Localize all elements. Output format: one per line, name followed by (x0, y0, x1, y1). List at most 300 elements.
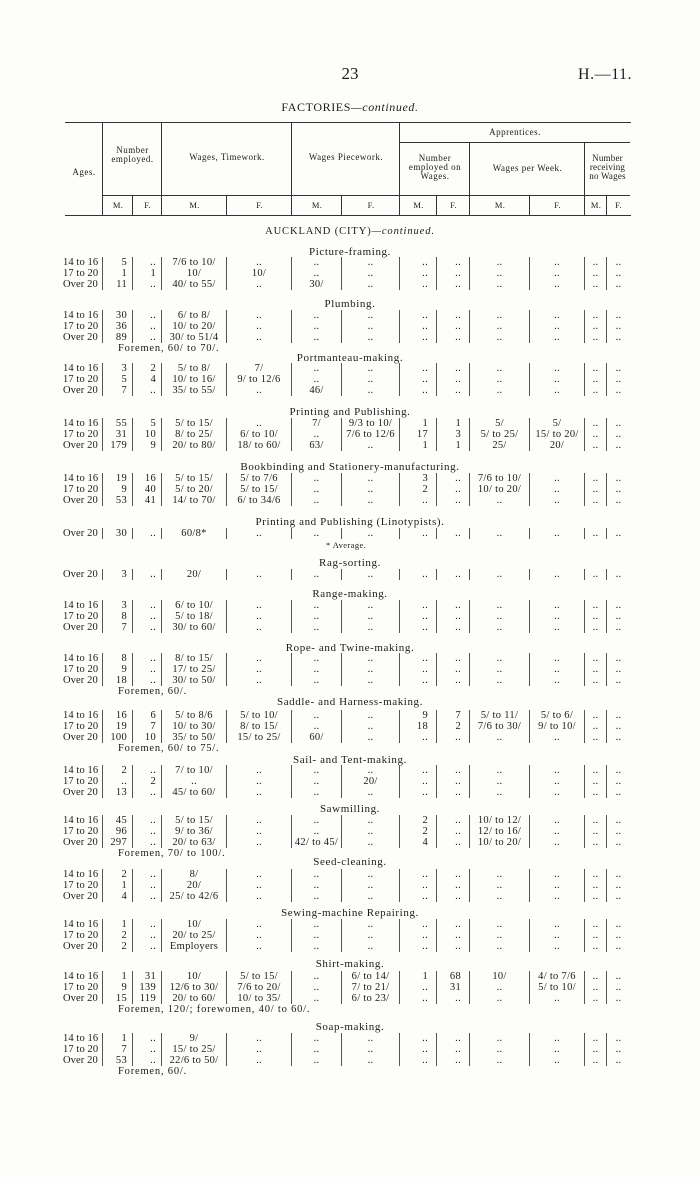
cell-apprentices-no-wages-female: .. (615, 675, 622, 686)
cell-employed-male: 2 (103, 941, 133, 952)
header-apprentices-no-wages-line: no Wages (589, 170, 626, 181)
cell-apprentices-wages-male: .. (470, 268, 530, 279)
cell-apprentices-employed-male: 1 (400, 971, 437, 982)
cell-piecework-female: 6/ to 14/ (342, 971, 400, 982)
cell-employed-female: 40 (133, 484, 162, 495)
cell-apprentices-no-wages-female: .. (615, 569, 622, 580)
cell-apprentices-employed-female: .. (437, 1044, 470, 1055)
cell-ages: 14 to 16 (62, 418, 103, 429)
cell-employed-female: .. (133, 941, 162, 952)
cell-piecework-female: .. (342, 528, 400, 539)
cell-apprentices-employed-male: 4 (400, 837, 437, 848)
cell-apprentices-wages-male: .. (470, 528, 530, 539)
cell-apprentices-wages-female: .. (530, 268, 585, 279)
cell-ages: 14 to 16 (62, 653, 103, 664)
cell-piecework-female: .. (342, 732, 400, 743)
table-row (62, 982, 630, 993)
trade-title: Bookbinding and Stationery-manufacturing. (240, 460, 460, 473)
cell-ages: 17 to 20 (62, 611, 103, 622)
cell-apprentices-wages-male: 10/ to 20/ (470, 484, 530, 495)
cell-timework-female: .. (227, 675, 292, 686)
section-note: Foremen, 60/ to 70/. (118, 343, 220, 354)
cell-ages: 17 to 20 (62, 321, 103, 332)
cell-employed-male: 1 (103, 971, 133, 982)
cell-apprentices-wages-female: .. (530, 495, 585, 506)
cell-employed-male: 2 (103, 869, 133, 880)
cell-timework-male: 30/ to 60/ (162, 622, 227, 633)
table-row (62, 473, 630, 484)
cell-timework-male: 40/ to 55/ (162, 279, 227, 290)
cell-apprentices-employed-female: .. (437, 837, 470, 848)
cell-apprentices-employed-female: .. (437, 1055, 470, 1066)
cell-apprentices-wages-female: .. (530, 1033, 585, 1044)
cell-timework-male: 5/ to 18/ (162, 611, 227, 622)
cell-apprentices-employed-male: .. (400, 1055, 437, 1066)
cell-apprentices-employed-male: .. (400, 363, 437, 374)
cell-apprentices-employed-male: 9 (400, 710, 437, 721)
cell-piecework-female: .. (342, 1033, 400, 1044)
table-row (62, 869, 630, 880)
cell-timework-male: 60/8* (162, 528, 227, 539)
cell-apprentices-wages-male: .. (470, 653, 530, 664)
trade-title: Shirt-making. (315, 957, 385, 970)
cell-apprentices-wages-female: .. (530, 332, 585, 343)
cell-apprentices-wages-male: .. (470, 310, 530, 321)
cell-employed-male: 45 (103, 815, 133, 826)
cell-apprentices-wages-male: .. (470, 374, 530, 385)
cell-apprentices-wages-male: 10/ to 20/ (470, 837, 530, 848)
cell-employed-female: .. (133, 321, 162, 332)
table-row (62, 257, 630, 268)
cell-timework-male: 5/ to 20/ (162, 484, 227, 495)
cell-apprentices-employed-male: .. (400, 385, 437, 396)
table-row (62, 611, 630, 622)
cell-piecework-female: 7/6 to 12/6 (342, 429, 400, 440)
cell-employed-female: 2 (133, 363, 162, 374)
cell-apprentices-employed-male: .. (400, 569, 437, 580)
cell-ages: 14 to 16 (62, 310, 103, 321)
cell-piecework-male: .. (292, 776, 342, 787)
cell-apprentices-no-wages-female: .. (615, 268, 622, 279)
cell-piecework-male: .. (292, 919, 342, 930)
cell-timework-female: .. (227, 880, 292, 891)
cell-employed-female: .. (133, 891, 162, 902)
cell-piecework-female: .. (342, 930, 400, 941)
cell-piecework-female: .. (342, 1044, 400, 1055)
cell-timework-male: 8/ (162, 869, 227, 880)
cell-timework-male: 8/ to 25/ (162, 429, 227, 440)
cell-apprentices-no-wages-female: .. (615, 930, 622, 941)
cell-timework-female: .. (227, 664, 292, 675)
cell-apprentices-wages-male: .. (470, 930, 530, 941)
cell-employed-female: 10 (133, 732, 162, 743)
cell-employed-male: 5 (103, 374, 133, 385)
cell-apprentices-employed-male: .. (400, 1044, 437, 1055)
cell-apprentices-no-wages-male: .. (585, 765, 607, 776)
cell-piecework-male: .. (292, 826, 342, 837)
trade-title: Portmanteau-making. (296, 351, 404, 364)
cell-timework-male: 30/ to 50/ (162, 675, 227, 686)
cell-employed-female: 119 (133, 993, 162, 1004)
cell-apprentices-no-wages-male: .. (585, 710, 607, 721)
cell-apprentices-wages-male: .. (470, 622, 530, 633)
cell-timework-female: .. (227, 528, 292, 539)
cell-apprentices-wages-male: 10/ (470, 971, 530, 982)
table-row (62, 993, 630, 1004)
cell-piecework-female: .. (342, 941, 400, 952)
cell-apprentices-wages-male: .. (470, 363, 530, 374)
cell-ages: 14 to 16 (62, 815, 103, 826)
cell-employed-female: .. (133, 569, 162, 580)
cell-piecework-female: .. (342, 569, 400, 580)
cell-apprentices-no-wages-male: .. (585, 321, 607, 332)
cell-piecework-female: .. (342, 363, 400, 374)
cell-timework-male: 10/ to 20/ (162, 321, 227, 332)
cell-piecework-female: .. (342, 257, 400, 268)
page-number: 23 (341, 64, 359, 83)
table-row (62, 418, 630, 429)
cell-ages: Over 20 (62, 622, 103, 633)
table-rule (65, 215, 631, 216)
cell-timework-female: .. (227, 826, 292, 837)
cell-ages: Over 20 (62, 732, 103, 743)
cell-employed-male: 7 (103, 385, 133, 396)
cell-timework-male: 5/ to 8/ (162, 363, 227, 374)
cell-employed-female: 16 (133, 473, 162, 484)
cell-piecework-male: .. (292, 268, 342, 279)
cell-apprentices-no-wages-female: .. (615, 1044, 622, 1055)
cell-apprentices-wages-female: .. (530, 930, 585, 941)
table-row (62, 721, 630, 732)
cell-apprentices-no-wages-male: .. (585, 930, 607, 941)
header-apprentices-no-wages (585, 142, 630, 192)
cell-apprentices-employed-female: .. (437, 815, 470, 826)
cell-apprentices-wages-male: 5/ to 25/ (470, 429, 530, 440)
cell-timework-male: 20/ to 80/ (162, 440, 227, 451)
cell-apprentices-no-wages-female: .. (615, 600, 622, 611)
cell-piecework-female: .. (342, 473, 400, 484)
section-note: Foremen, 60/ to 75/. (118, 743, 220, 754)
report-reference: H.—11. (578, 66, 632, 83)
cell-piecework-male: .. (292, 1044, 342, 1055)
cell-piecework-male: .. (292, 310, 342, 321)
cell-apprentices-wages-male: 12/ to 16/ (470, 826, 530, 837)
cell-employed-female: .. (133, 310, 162, 321)
cell-piecework-male: .. (292, 869, 342, 880)
cell-apprentices-no-wages-male: .. (585, 268, 607, 279)
cell-apprentices-employed-female: .. (437, 257, 470, 268)
cell-employed-female: .. (133, 826, 162, 837)
cell-timework-male: 5/ to 15/ (162, 473, 227, 484)
cell-apprentices-wages-male: .. (470, 776, 530, 787)
cell-apprentices-no-wages-male: .. (585, 495, 607, 506)
cell-apprentices-no-wages-male: .. (585, 484, 607, 495)
table-row (62, 622, 630, 633)
cell-apprentices-employed-female: .. (437, 880, 470, 891)
cell-apprentices-no-wages-female: .. (615, 385, 622, 396)
cell-timework-male: 6/ to 10/ (162, 600, 227, 611)
cell-apprentices-employed-female: .. (437, 569, 470, 580)
cell-apprentices-employed-male: .. (400, 268, 437, 279)
cell-ages: 17 to 20 (62, 268, 103, 279)
cell-apprentices-employed-female: .. (437, 484, 470, 495)
cell-timework-male: 9/ (162, 1033, 227, 1044)
cell-apprentices-no-wages-male: .. (585, 787, 607, 798)
cell-timework-female: 10/ (227, 268, 292, 279)
trade-title: Printing and Publishing (Linotypists). (255, 515, 445, 528)
table-row (62, 332, 630, 343)
cell-employed-female: .. (133, 930, 162, 941)
cell-apprentices-no-wages-female: .. (615, 321, 622, 332)
cell-apprentices-no-wages-male: .. (585, 418, 607, 429)
cell-apprentices-wages-female: .. (530, 653, 585, 664)
cell-piecework-male: .. (292, 971, 342, 982)
cell-employed-female: .. (133, 332, 162, 343)
cell-employed-male: 3 (103, 600, 133, 611)
trade-title: Sawmilling. (319, 802, 381, 815)
cell-apprentices-employed-female: 31 (437, 982, 470, 993)
table-row (62, 941, 630, 952)
cell-piecework-male: .. (292, 930, 342, 941)
cell-apprentices-no-wages-male: .. (585, 664, 607, 675)
cell-timework-male: 10/ (162, 268, 227, 279)
cell-apprentices-employed-male: .. (400, 732, 437, 743)
cell-employed-male: 18 (103, 675, 133, 686)
cell-ages: 14 to 16 (62, 1033, 103, 1044)
cell-piecework-female: .. (342, 484, 400, 495)
cell-apprentices-wages-male: 5/ (470, 418, 530, 429)
cell-piecework-male: .. (292, 600, 342, 611)
cell-timework-male: 9/ to 36/ (162, 826, 227, 837)
cell-piecework-male: .. (292, 528, 342, 539)
cell-apprentices-no-wages-male: .. (585, 440, 607, 451)
table-row (62, 891, 630, 902)
cell-ages: 14 to 16 (62, 971, 103, 982)
trade-title: Range-making. (312, 587, 388, 600)
cell-ages: 17 to 20 (62, 982, 103, 993)
cell-apprentices-no-wages-female: .. (615, 495, 622, 506)
table-row (62, 664, 630, 675)
header-timework-male: M. (189, 199, 200, 210)
cell-employed-male: 179 (103, 440, 133, 451)
cell-apprentices-no-wages-female: .. (615, 279, 622, 290)
header-apprentices-employed-line: Number (418, 152, 452, 163)
cell-piecework-female: .. (342, 869, 400, 880)
cell-apprentices-no-wages-male: .. (585, 363, 607, 374)
cell-apprentices-wages-male: .. (470, 1055, 530, 1066)
cell-ages: Over 20 (62, 1055, 103, 1066)
table-row (62, 732, 630, 743)
cell-employed-female: .. (133, 1044, 162, 1055)
cell-employed-male: 15 (103, 993, 133, 1004)
cell-apprentices-employed-female: 3 (437, 429, 470, 440)
header-apprentices-employed (400, 142, 470, 192)
cell-timework-female: 6/ to 34/6 (227, 495, 292, 506)
cell-timework-female: .. (227, 569, 292, 580)
cell-timework-female: 5/ to 10/ (227, 710, 292, 721)
cell-piecework-male: 46/ (292, 385, 342, 396)
cell-timework-female: .. (227, 1044, 292, 1055)
header-wages-timework: Wages, Timework. (189, 151, 265, 162)
cell-ages: 14 to 16 (62, 869, 103, 880)
cell-apprentices-wages-female: .. (530, 776, 585, 787)
cell-apprentices-employed-female: .. (437, 787, 470, 798)
cell-employed-female: .. (133, 653, 162, 664)
header-employed-male: M. (112, 199, 124, 210)
cell-apprentices-employed-female: .. (437, 473, 470, 484)
header-apprentices-no-wages-line: receiving (589, 161, 626, 172)
header-employed-female: F. (144, 199, 151, 210)
cell-ages: Over 20 (62, 993, 103, 1004)
cell-employed-male: 55 (103, 418, 133, 429)
cell-apprentices-employed-male: .. (400, 600, 437, 611)
cell-employed-female: .. (133, 765, 162, 776)
cell-ages: 14 to 16 (62, 765, 103, 776)
cell-timework-male: 20/ (162, 880, 227, 891)
cell-employed-male: 36 (103, 321, 133, 332)
cell-timework-female: .. (227, 776, 292, 787)
cell-employed-female: 6 (133, 710, 162, 721)
header-apprentices: Apprentices. (489, 126, 541, 137)
cell-ages: 17 to 20 (62, 880, 103, 891)
cell-employed-female: 10 (133, 429, 162, 440)
cell-piecework-male: .. (292, 653, 342, 664)
cell-ages: 17 to 20 (62, 374, 103, 385)
cell-timework-female: .. (227, 385, 292, 396)
trade-title: Rope- and Twine-making. (285, 641, 415, 654)
section-note: Foremen, 70/ to 100/. (118, 848, 226, 859)
cell-piecework-female: .. (342, 664, 400, 675)
cell-apprentices-no-wages-male: .. (585, 880, 607, 891)
cell-apprentices-employed-female: 1 (437, 418, 470, 429)
cell-apprentices-wages-female: .. (530, 891, 585, 902)
cell-employed-male: 7 (103, 622, 133, 633)
cell-employed-male: 16 (103, 710, 133, 721)
cell-apprentices-employed-female: .. (437, 891, 470, 902)
cell-employed-female: .. (133, 837, 162, 848)
cell-piecework-female: .. (342, 787, 400, 798)
cell-apprentices-no-wages-male: .. (585, 332, 607, 343)
cell-apprentices-no-wages-female: .. (615, 826, 622, 837)
cell-apprentices-wages-female: .. (530, 664, 585, 675)
cell-apprentices-employed-male: .. (400, 321, 437, 332)
cell-apprentices-wages-female: 4/ to 7/6 (530, 971, 585, 982)
cell-apprentices-no-wages-female: .. (615, 363, 622, 374)
cell-ages: 14 to 16 (62, 473, 103, 484)
header-apprentices-employed-male: M. (413, 199, 424, 210)
cell-apprentices-no-wages-female: .. (615, 622, 622, 633)
cell-timework-male: 5/ to 15/ (162, 418, 227, 429)
cell-apprentices-wages-male: .. (470, 611, 530, 622)
cell-employed-male: 19 (103, 721, 133, 732)
cell-employed-female: .. (133, 622, 162, 633)
cell-piecework-female: 9/3 to 10/ (342, 418, 400, 429)
cell-apprentices-employed-male: .. (400, 675, 437, 686)
cell-apprentices-wages-male: 5/ to 11/ (470, 710, 530, 721)
cell-piecework-male: .. (292, 815, 342, 826)
cell-apprentices-wages-female: .. (530, 528, 585, 539)
cell-apprentices-no-wages-female: .. (615, 473, 622, 484)
cell-apprentices-no-wages-female: .. (615, 429, 622, 440)
header-apprentices-no-wages-female: F. (615, 199, 622, 210)
cell-employed-female: 9 (133, 440, 162, 451)
cell-timework-female: 8/ to 15/ (227, 721, 292, 732)
cell-piecework-female: .. (342, 837, 400, 848)
header-wages-piecework: Wages Piecework. (308, 151, 384, 162)
cell-apprentices-employed-male: .. (400, 528, 437, 539)
cell-apprentices-wages-female: .. (530, 473, 585, 484)
cell-apprentices-no-wages-female: .. (615, 891, 622, 902)
cell-timework-male: 25/ to 42/6 (162, 891, 227, 902)
cell-apprentices-no-wages-male: .. (585, 622, 607, 633)
header-apprentices-wages: Wages per Week. (492, 162, 563, 173)
cell-apprentices-employed-female: .. (437, 600, 470, 611)
cell-apprentices-wages-male: .. (470, 321, 530, 332)
cell-employed-female: .. (133, 869, 162, 880)
cell-apprentices-no-wages-male: .. (585, 993, 607, 1004)
cell-piecework-female: .. (342, 279, 400, 290)
cell-apprentices-wages-male: .. (470, 495, 530, 506)
section-note: Foremen, 120/; forewomen, 40/ to 60/. (118, 1004, 311, 1015)
cell-apprentices-employed-female: .. (437, 653, 470, 664)
cell-timework-male: 20/ to 25/ (162, 930, 227, 941)
table-row (62, 374, 630, 385)
cell-apprentices-wages-male: .. (470, 891, 530, 902)
cell-ages: Over 20 (62, 440, 103, 451)
cell-timework-male: 12/6 to 30/ (162, 982, 227, 993)
table-row (62, 826, 630, 837)
cell-apprentices-no-wages-male: .. (585, 611, 607, 622)
cell-timework-female: 5/ to 7/6 (227, 473, 292, 484)
cell-piecework-male: .. (292, 675, 342, 686)
header-number-employed (103, 122, 162, 187)
cell-apprentices-wages-male: .. (470, 600, 530, 611)
cell-timework-female: 6/ to 10/ (227, 429, 292, 440)
cell-apprentices-employed-female: .. (437, 993, 470, 1004)
cell-piecework-female: .. (342, 310, 400, 321)
cell-apprentices-wages-female: .. (530, 611, 585, 622)
cell-apprentices-employed-female: .. (437, 385, 470, 396)
cell-apprentices-no-wages-female: .. (615, 721, 622, 732)
cell-piecework-male: 7/ (292, 418, 342, 429)
cell-timework-female: 5/ to 15/ (227, 484, 292, 495)
cell-timework-female: .. (227, 611, 292, 622)
cell-apprentices-no-wages-female: .. (615, 528, 622, 539)
cell-ages: 17 to 20 (62, 429, 103, 440)
cell-apprentices-employed-male: .. (400, 1033, 437, 1044)
cell-timework-female: .. (227, 600, 292, 611)
table-row (62, 569, 630, 580)
cell-timework-male: 20/ to 60/ (162, 993, 227, 1004)
cell-apprentices-no-wages-male: .. (585, 473, 607, 484)
cell-employed-female: .. (133, 919, 162, 930)
table-row (62, 440, 630, 451)
cell-piecework-male: .. (292, 721, 342, 732)
cell-apprentices-wages-male: .. (470, 869, 530, 880)
cell-apprentices-employed-male: .. (400, 332, 437, 343)
cell-piecework-female: 6/ to 23/ (342, 993, 400, 1004)
cell-timework-female: .. (227, 1033, 292, 1044)
cell-apprentices-no-wages-male: .. (585, 600, 607, 611)
cell-apprentices-employed-male: .. (400, 941, 437, 952)
cell-employed-female: .. (133, 1055, 162, 1066)
cell-employed-male: 9 (103, 664, 133, 675)
cell-apprentices-no-wages-male: .. (585, 815, 607, 826)
cell-employed-female: .. (133, 257, 162, 268)
cell-piecework-male: .. (292, 374, 342, 385)
cell-employed-male: 9 (103, 484, 133, 495)
cell-timework-female: 15/ to 25/ (227, 732, 292, 743)
